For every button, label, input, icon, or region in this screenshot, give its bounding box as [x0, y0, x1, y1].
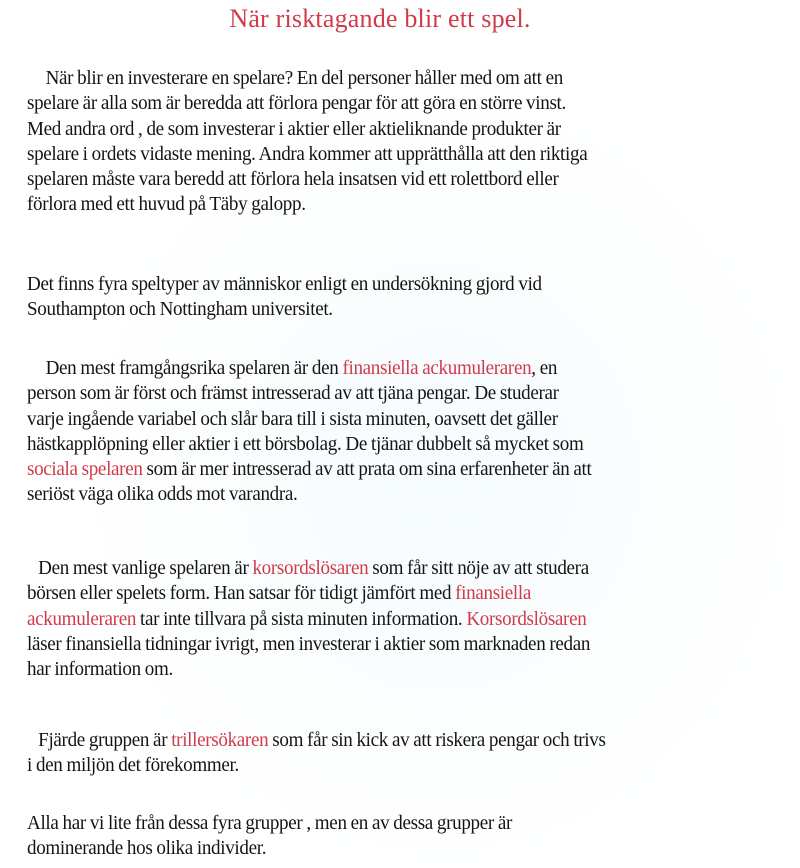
highlighted-term: Korsordslösaren — [466, 607, 587, 630]
highlighted-term: ackumuleraren — [27, 607, 137, 630]
paragraph-intro — [27, 66, 734, 218]
text-line: har information om. — [27, 658, 173, 681]
text-line: spelaren måste vara beredd att förlora hela insatsen vid ett rolettbord eller — [27, 168, 559, 191]
text-line: Med andra ord , de som investerar i aktier eller aktieliknande produkter är — [27, 117, 561, 140]
paragraph-conclusion — [27, 811, 734, 862]
text-line: spelare är alla som är beredda att förlora pengar för att göra en större vinst. — [27, 92, 566, 115]
text-line: Southampton och Nottingham universitet. — [27, 298, 333, 321]
text-line: person som är först och främst intresserad av att tjäna pengar. De studerar — [27, 382, 559, 405]
paragraph-crossword-solver — [27, 556, 734, 682]
text-line: hästkapplöpning eller aktier i ett börsbolag. De tjänar dubbelt så mycket som — [27, 432, 584, 455]
highlighted-term: trillersökaren — [171, 729, 269, 751]
text-segment: , en — [531, 357, 558, 379]
text-line — [27, 356, 734, 381]
text-line: seriöst väga olika odds mot varandra. — [27, 483, 298, 506]
text-line: Alla har vi lite från dessa fyra grupper , men en av dessa grupper är — [27, 812, 513, 834]
text-line: varje ingående variabel och slår bara till i sista minuten, oavsett det gäller — [27, 407, 558, 430]
text-segment: Den mest vanlige spelaren är — [38, 557, 253, 579]
text-segment: Den mest framgångsrika spelaren är den — [45, 357, 343, 379]
text-line: Det finns fyra speltyper av människor enligt en undersökning gjord vid — [27, 273, 542, 295]
highlighted-term: sociala spelaren — [27, 458, 143, 481]
highlighted-term: finansiella ackumuleraren — [342, 357, 532, 379]
paragraph-thrill-seeker — [27, 728, 734, 779]
text-line — [27, 728, 734, 753]
text-line: läser finansiella tidningar ivrigt, men investerar i aktier som marknaden redan — [27, 632, 591, 655]
text-line: dominerande hos olika individer. — [27, 837, 267, 860]
text-line — [27, 556, 734, 581]
text-segment: Fjärde gruppen är — [38, 729, 172, 751]
text-segment: som får sin kick av att riskera pengar och trivs — [268, 729, 606, 751]
text-line: i den miljön det förekommer. — [27, 754, 239, 777]
text-line: spelare i ordets vidaste mening. Andra kommer att upprätthålla att den riktiga — [27, 142, 588, 165]
paragraph-financial-accumulator — [27, 356, 734, 508]
text-line — [27, 581, 734, 606]
document-title: När risktagande blir ett spel. — [229, 4, 531, 33]
text-segment: som får sitt nöje av att studera — [368, 557, 589, 579]
highlighted-term: korsordslösaren — [252, 557, 369, 579]
text-line — [27, 607, 734, 632]
text-segment: tar inte tillvara på sista minuten information. — [136, 607, 467, 630]
text-segment: börsen eller spelets form. Han satsar för tidigt jämfört med — [27, 582, 456, 605]
text-line — [27, 457, 734, 482]
text-line: När blir en investerare en spelare? En del personer håller med om att en — [45, 67, 563, 89]
text-line: förlora med ett huvud på Täby galopp. — [27, 193, 306, 216]
text-segment: som är mer intresserad av att prata om sina erfarenheter än att — [142, 458, 592, 481]
highlighted-term: finansiella — [455, 582, 532, 605]
paragraph-four-types — [27, 272, 734, 323]
